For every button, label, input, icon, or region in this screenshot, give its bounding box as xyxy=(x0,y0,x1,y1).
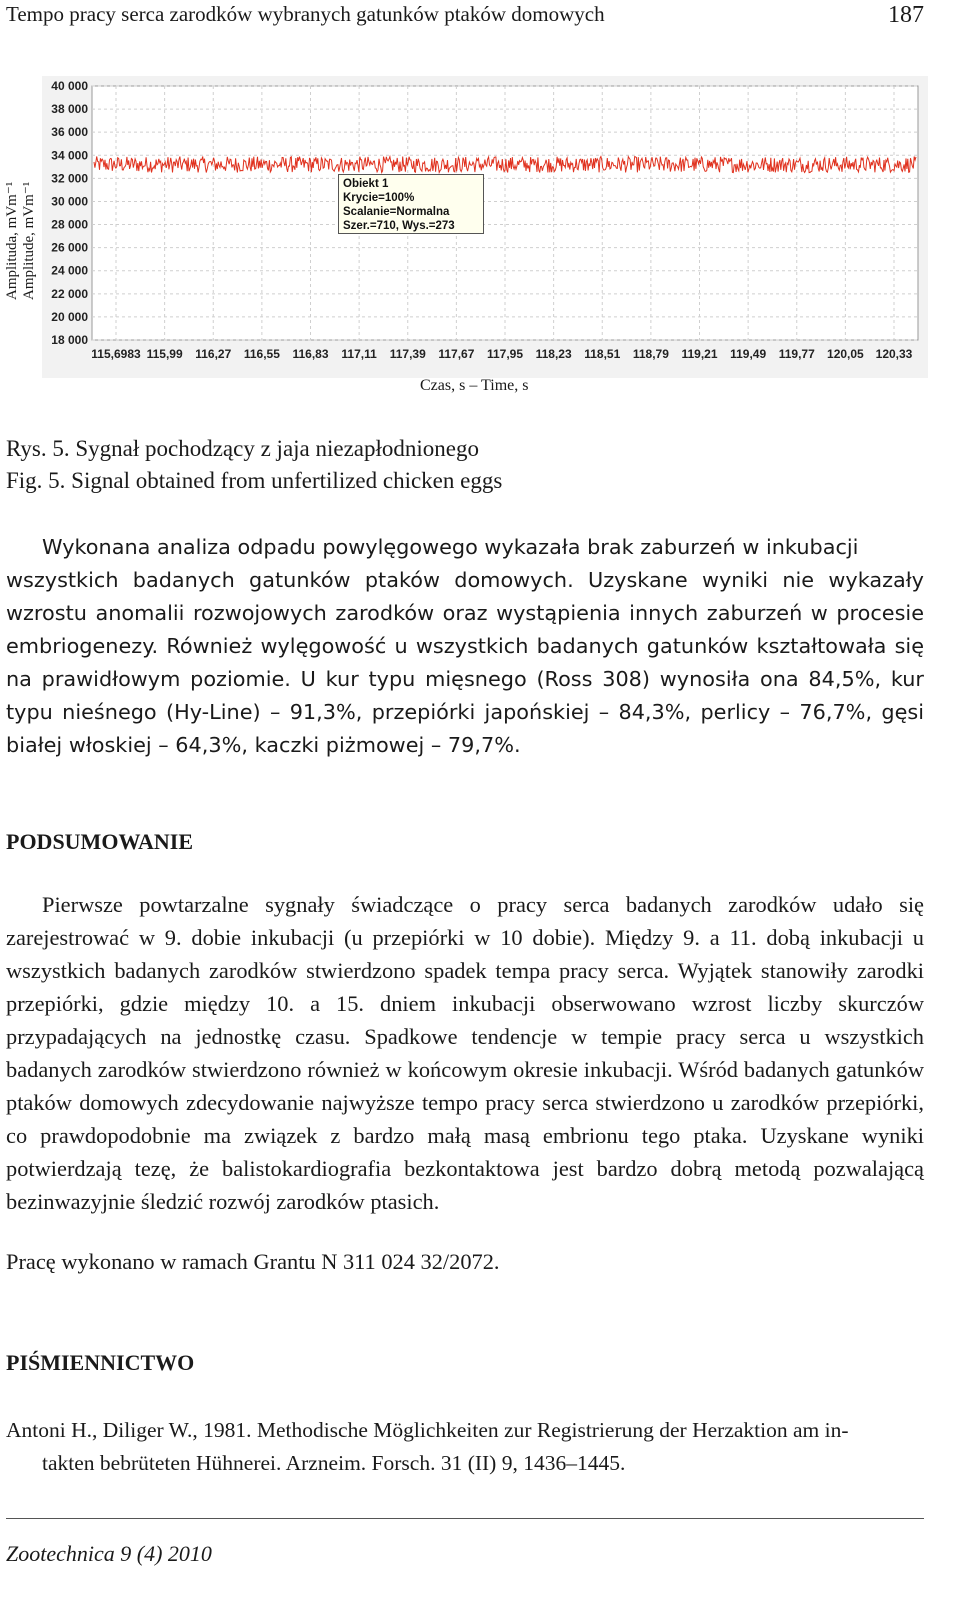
x-tick-label: 117,11 xyxy=(341,347,377,361)
y-tick-label: 20 000 xyxy=(51,309,88,324)
journal-footer: Zootechnica 9 (4) 2010 xyxy=(6,1541,212,1566)
figure-caption-en: Fig. 5. Signal obtained from unfertilized chicken eggs xyxy=(6,468,503,493)
tooltip-line: Szer.=710, Wys.=273 xyxy=(343,220,455,232)
running-title: Tempo pracy serca zarodków wybranych gatunków ptaków domowych xyxy=(6,2,605,26)
x-tick-label: 118,79 xyxy=(632,347,669,361)
footer-divider xyxy=(6,1518,924,1519)
x-tick-label: 116,27 xyxy=(195,347,232,361)
y-tick-label: 36 000 xyxy=(51,125,88,140)
paragraph-first-line: Wykonana analiza odpadu powylęgowego wykazała brak zaburzeń w inkubacji xyxy=(42,535,859,559)
x-axis-label: Czas, s – Time, s xyxy=(420,377,529,394)
signal-chart xyxy=(42,76,928,378)
tooltip-line: Obiekt 1 xyxy=(343,178,389,190)
y-tick-label: 18 000 xyxy=(51,333,88,347)
reference-entry xyxy=(6,1414,924,1480)
summary-heading: PODSUMOWANIE xyxy=(6,829,194,854)
y-tick-label: 40 000 xyxy=(51,79,88,93)
x-tick-label: 115,6983 xyxy=(91,347,141,361)
figure-caption-pl: Rys. 5. Sygnał pochodzący z jaja niezapłodnionego xyxy=(6,436,480,461)
x-tick-label: 119,77 xyxy=(778,347,815,361)
tooltip-line: Krycie=100% xyxy=(343,192,415,204)
x-tick-label: 116,83 xyxy=(292,347,329,361)
y-tick-label: 34 000 xyxy=(51,148,88,163)
tooltip-line: Scalanie=Normalna xyxy=(343,206,450,218)
x-tick-labels xyxy=(91,347,912,361)
reference-line: takten bebrüteten Hühnerei. Arzneim. Forsch. 31 (II) 9, 1436–1445. xyxy=(42,1451,626,1475)
summary-paragraph: Pierwsze powtarzalne sygnały świadczące o pracy serca badanych zarodków udało się zarejestrować w 9. dobie inkubacji (u przepiórki w 10 dobie). Między 9. a 11. dobą inkubacji u wszystkich badanych zarodków stwierdzono spadek tempa pracy serca. Wyjątek stanowiły zarodki przepiórki, gdzie między 10. a 15. dniem inkubacji obserwowano wzrost liczby skurczów przypadających na jednostkę czasu. Spadkowe tendencje w tempie pracy serca u wszystkich badanych zarodków stwierdzono również w końcowym okresie inkubacji. Wśród badanych gatunków ptaków domowych zdecydowanie najwyższe tempo pracy serca stwierdzono u zarodków przepiórki, co prawdopodobnie ma związek z bardzo małą masą embrionu tego ptaka. Uzyskane wyniki potwierdzają tezę, że balistokardiografia bezkontaktowa jest bardzo dobrą metodą pozwalającą bezinwazyjnie śledzić rozwój zarodków ptasich. xyxy=(6,892,924,1214)
y-tick-labels xyxy=(51,79,88,347)
y-tick-label: 28 000 xyxy=(51,217,88,232)
paragraph-rest: wszystkich badanych gatunków ptaków domowych. Uzyskane wyniki nie wykazały wzrostu anomalii rozwojowych zarodków oraz wystąpienia innych zaburzeń w procesie embriogenezy. Również wylęgowość u wszystkich badanych gatunków kształtowała się na prawidłowym poziomie. U kur typu mięsnego (Ross 308) wynosiła ona 84,5%, kur typu nieśnego (Hy-Line) – 91,3%, przepiórki japońskiej – 84,3%, perlicy – 76,7%, gęsi białej włoskiej – 64,3%, kaczki piżmowej – 79,7%. xyxy=(6,568,924,757)
x-tick-label: 117,95 xyxy=(486,347,524,361)
x-tick-label: 115,99 xyxy=(146,347,183,361)
x-tick-label: 117,67 xyxy=(438,347,475,361)
y-tick-label: 26 000 xyxy=(51,240,88,255)
x-tick-label: 117,39 xyxy=(389,347,426,361)
x-tick-label: 119,21 xyxy=(681,347,718,361)
y-axis-label-en: Amplitude, mVm⁻¹ xyxy=(21,181,37,300)
x-tick-label: 116,55 xyxy=(243,347,280,361)
y-tick-label: 24 000 xyxy=(51,263,88,278)
x-tick-label: 120,33 xyxy=(875,347,913,361)
reference-line: Antoni H., Diliger W., 1981. Methodische Möglichkeiten zur Registrierung der Herzaktion am in- xyxy=(6,1418,849,1442)
x-tick-label: 120,05 xyxy=(827,347,864,361)
chart-canvas xyxy=(42,76,928,378)
x-tick-label: 119,49 xyxy=(730,347,767,361)
x-tick-label: 118,51 xyxy=(584,347,621,361)
x-tick-label: 118,23 xyxy=(535,347,572,361)
y-tick-label: 38 000 xyxy=(51,102,88,117)
y-axis-label-pl: Amplituda, mVm⁻¹ xyxy=(4,181,20,300)
object-tooltip xyxy=(338,174,484,234)
y-tick-label: 22 000 xyxy=(51,286,88,301)
results-paragraph xyxy=(6,531,924,762)
grant-note: Pracę wykonano w ramach Grantu N 311 024 32/2072. xyxy=(6,1249,500,1274)
page-number: 187 xyxy=(888,2,924,28)
literature-heading: PIŚMIENNICTWO xyxy=(6,1350,195,1375)
y-tick-label: 30 000 xyxy=(51,194,88,209)
y-tick-label: 32 000 xyxy=(51,171,88,186)
